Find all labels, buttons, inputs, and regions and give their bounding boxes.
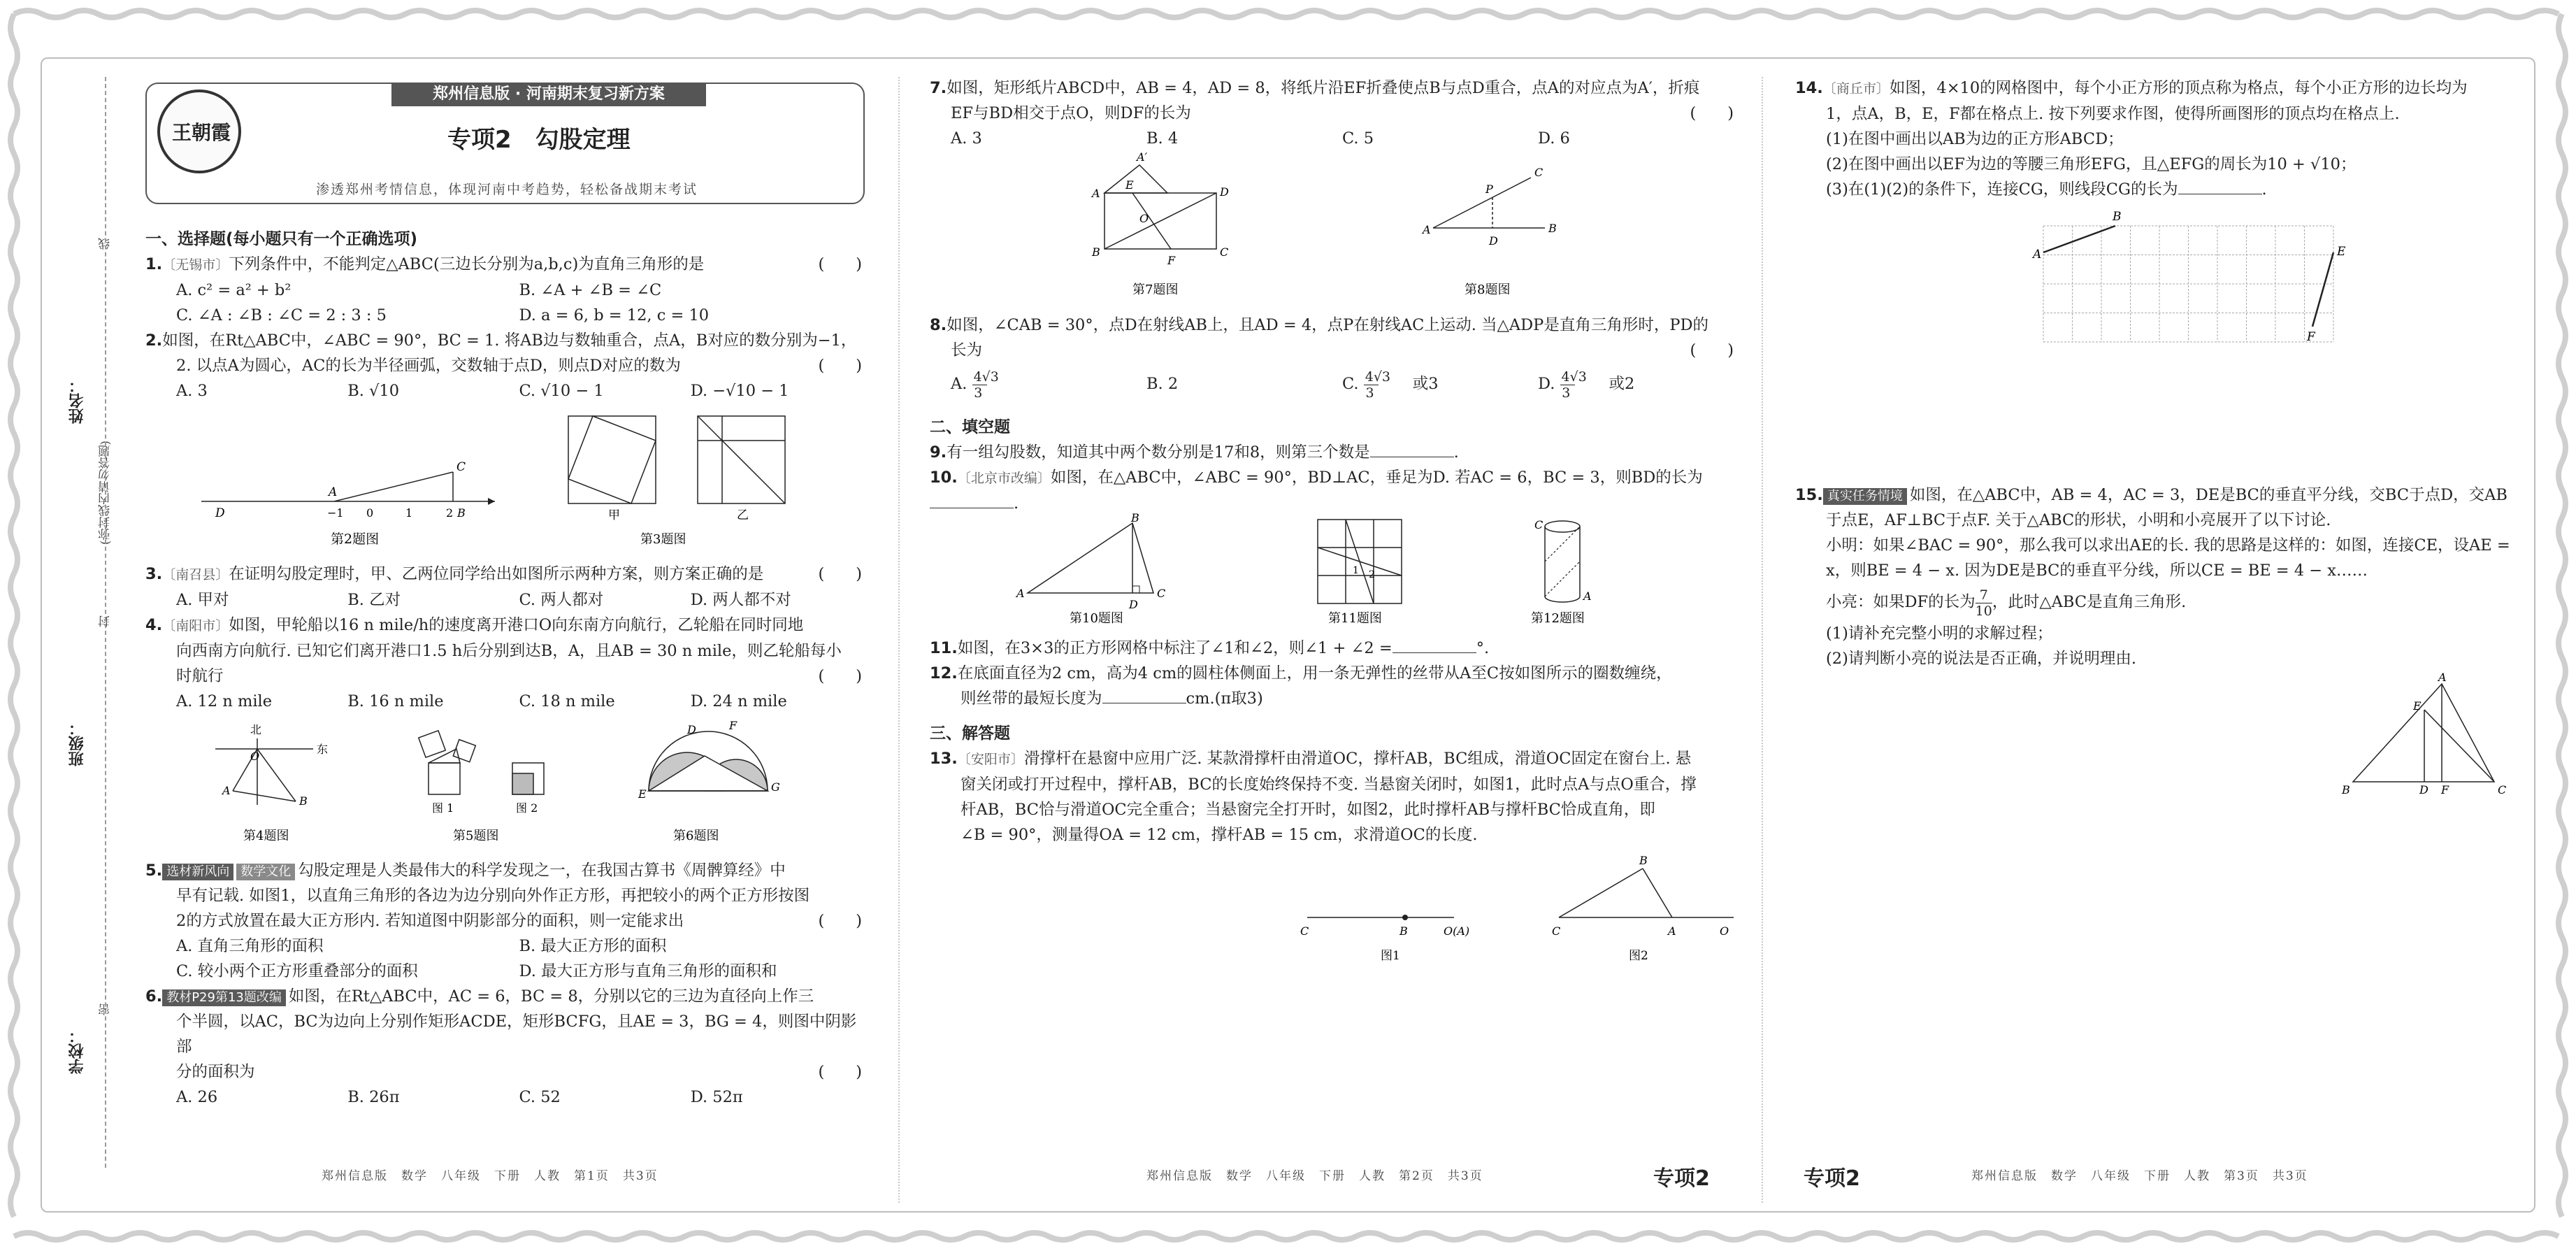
svg-text:B: B (1131, 511, 1139, 524)
svg-text:C: C (1220, 245, 1229, 259)
footer-page-3: 郑州信息版 数学 八年级 下册 人教 第3页 共3页 (1971, 1169, 2308, 1183)
svg-text:D: D (1220, 185, 1229, 199)
option: A. 26 (176, 1088, 218, 1106)
svg-text:B: B (2113, 210, 2122, 224)
option: B. 16 n mile (347, 692, 444, 710)
seal-mark-2: 封 (99, 615, 113, 627)
question-3: 3.〔南召县〕在证明勾股定理时，甲、乙两位同学给出如图所示两种方案，则方案正确的是 ( ) A. 甲对 B. 乙对 C. 两人都对 D. 两人都不对 (145, 562, 862, 613)
svg-text:O: O (1139, 212, 1149, 225)
question-6: 6. 教材P29第13题改编 如图，在Rt△ABC中，AC = 6，BC = 8，分别以它的三边为直径向上作三 个半圆，以AC，BC为边向上分别作矩形ACDE，矩形BCFG，且AE = 3，BG = 4，则图中阴影部 分的面积为 ( ) A. 26 B. 26π C. 52 D. 52π (145, 984, 862, 1110)
seal-mark-3: 密 (99, 1003, 113, 1015)
svg-text:O: O (1720, 924, 1729, 938)
answer-blank[interactable] (1393, 637, 1476, 653)
question-9: 9.有一组勾股数，知道其中两个数分别是17和8，则第三个数是 . (930, 440, 1734, 465)
question-11: 11.如图，在3×3的正方形网格中标注了∠1和∠2，则∠1 + ∠2 = °. (930, 636, 1734, 661)
footer-tag-1: 专项2 (1653, 1166, 1710, 1191)
svg-text:A: A (1092, 187, 1100, 200)
svg-text:2: 2 (446, 506, 454, 520)
svg-text:D: D (687, 723, 696, 736)
svg-text:C: C (456, 460, 466, 474)
page-subtitle: 渗透郑州考情信息，体现河南中考趋势，轻松备战期末考试 (316, 182, 698, 197)
option: D. 24 n mile (690, 692, 787, 710)
option: D. 52π (690, 1088, 743, 1106)
question-15: 15. 真实任务情境 如图，在△ABC中，AB = 4，AC = 3，DE是BC的垂直平分线，交BC于点D，交AB 于点E，AF⊥BC于点F. 关于△ABC的形状，小明和小亮展开了以下讨论. 小明：如果∠BAC = 90°，那么我可以求出AE的长. 我的思路是这样的：如图，连接CE，设AE = x，则BE = 4 − x. 因为DE是BC的垂直平分线，所以CE = BE = 4 − x…… 小亮：如果DF的长为 $\frac{7}{10}$ ，此时△ABC是直角三角形. (1)请补充完整小明的求解过程； (2)请判断小亮的说法是否正确，并说明理由. (1795, 486, 2510, 668)
footer-page-1: 郑州信息版 数学 八年级 下册 人教 第1页 共3页 (322, 1169, 659, 1183)
header-banner: 郑州信息版 · 河南期末复习新方案 (391, 83, 706, 106)
figure-q14-grid (1795, 202, 2522, 349)
answer-blank[interactable] (1102, 687, 1186, 703)
option: C. $\frac{4√3}{3}$ 或3 (1342, 369, 1439, 401)
figures-q7-q8 (930, 151, 1734, 305)
class-label: 班级： (69, 720, 86, 766)
label-north: 北 (250, 723, 262, 736)
svg-text:B: B (1399, 924, 1408, 938)
svg-text:D: D (1129, 598, 1138, 611)
svg-text:C: C (2498, 783, 2507, 796)
option: B. 2 (1146, 375, 1179, 393)
caption-tu2: 图 2 (516, 801, 538, 815)
figures-q2-q3 (145, 403, 858, 554)
answer-blank[interactable] (2178, 178, 2262, 194)
figures-q4-q6 (145, 714, 858, 850)
option: D. 两人都不对 (690, 591, 791, 609)
svg-text:C: C (1300, 924, 1309, 938)
svg-text:A: A (2033, 248, 2042, 262)
option: A. c² = a² + b² (176, 281, 292, 299)
svg-text:D: D (215, 506, 225, 520)
option: C. √10 − 1 (519, 382, 604, 400)
caption-fig5: 第5题图 (453, 829, 499, 843)
svg-text:E: E (2337, 245, 2346, 259)
logo-text: 王朝霞 (172, 121, 231, 144)
option: B. 最大正方形的面积 (519, 937, 667, 955)
svg-text:C: C (1157, 587, 1166, 600)
column-1 (145, 222, 862, 1110)
svg-text:0: 0 (366, 506, 374, 520)
option: B. √10 (347, 382, 400, 400)
question-8: 8.如图，∠CAB = 30°，点D在射线AB上，且AD = 4，点P在射线AC上运动. 当△ADP是直角三角形时，PD的 长为 ( ) A. $\frac{4√3}{3}$ B. 2 C. $\frac{4√3}{3}$ 或3 D. $\frac{4√3}{3}$ 或2 (930, 313, 1734, 405)
figures-q13 (930, 848, 1734, 973)
svg-text:A: A (2438, 671, 2447, 684)
section-choice: 一、选择题(每小题只有一个正确选项) (145, 230, 418, 248)
svg-text:F: F (1167, 254, 1176, 267)
svg-text:E: E (1125, 178, 1134, 192)
caption-fig2: 第2题图 (331, 531, 380, 547)
svg-text:O: O (250, 750, 260, 763)
option: B. ∠A + ∠B = ∠C (519, 281, 662, 299)
caption-tu1-q13: 图1 (1381, 949, 1400, 963)
binding-line (105, 77, 106, 1168)
svg-text:D: D (2419, 783, 2429, 796)
svg-text:B: B (1548, 222, 1557, 235)
question-12: 12.在底面直径为2 cm，高为4 cm的圆柱体侧面上，用一条无弹性的丝带从A至C按如图所示的圈数缠绕， 则丝带的最短长度为 cm.(π取3) (930, 664, 1672, 708)
question-5: 5. 选材新风向 数学文化 勾股定理是人类最伟大的科学发现之一，在我国古算书《周髀算经》中 早有记载. 如图1，以直角三角形的各边为边分别向外作正方形，再把较小的两个正方形按图 2的方式放置在最大正方形内. 若知道图中阴影部分的面积，则一定能求出 ( ) A. 直角三角形的面积 B. 最大正方形的面积 C. 较小两个正方形重叠部分的面积 D. 最大正方形与直角三角形的面积和 (145, 858, 862, 984)
section-solve: 三、解答题 (930, 724, 1010, 743)
svg-text:F: F (2441, 783, 2449, 796)
question-13: 13.〔安阳市〕滑撑杆在悬窗中应用广泛. 某款滑撑杆由滑道OC，撑杆AB，BC组成，滑道OC固定在窗台上. 悬 窗关闭或打开过程中，撑杆AB，BC的长度始终保持不变. 当悬窗关闭时，如图1，此时点A与点O重合，撑 杆AB，BC恰与滑道OC完全重合；当悬窗完全打开时，如图2，此时撑杆AB与撑杆BC恰成直角，即 ∠B = 90°，测量得OA = 12 cm，撑杆AB = 15 cm，求滑道OC的长度. (930, 750, 1697, 844)
svg-text:1: 1 (1353, 565, 1359, 576)
footer-tag-2: 专项2 (1804, 1166, 1860, 1191)
column-divider (1762, 77, 1763, 1203)
school-label: 学校： (69, 1028, 86, 1074)
caption-tu1: 图 1 (432, 801, 454, 815)
svg-text:B: B (1639, 854, 1648, 867)
svg-text:B: B (457, 506, 466, 520)
option: D. a = 6, b = 12, c = 10 (519, 306, 710, 324)
svg-text:−1: −1 (327, 506, 344, 520)
caption-fig12: 第12题图 (1531, 611, 1585, 626)
answer-blank[interactable] (930, 492, 1014, 508)
option: C. 较小两个正方形重叠部分的面积 (176, 962, 418, 980)
svg-text:P: P (1485, 183, 1493, 196)
option: B. 乙对 (347, 591, 401, 609)
seal-note: (弥封线内请勿答题) (99, 441, 113, 545)
option: C. 18 n mile (519, 692, 615, 710)
option: A. 直角三角形的面积 (176, 937, 324, 955)
caption-fig3: 第3题图 (640, 532, 686, 547)
svg-text:E: E (638, 787, 647, 801)
figures-q10-q12 (930, 511, 1734, 628)
svg-text:1: 1 (405, 506, 413, 520)
caption-fig7: 第7题图 (1132, 283, 1179, 297)
svg-text:F: F (2307, 330, 2315, 344)
option: C. 52 (519, 1088, 561, 1106)
option: B. 4 (1146, 129, 1179, 148)
svg-text:2: 2 (1369, 569, 1375, 580)
option: D. $\frac{4√3}{3}$ 或2 (1538, 369, 1635, 401)
option: D. −√10 − 1 (690, 382, 789, 400)
page-title: 专项2 勾股定理 (447, 126, 631, 154)
option: B. 26π (347, 1088, 400, 1106)
name-label: 姓名： (69, 378, 86, 424)
caption-fig6: 第6题图 (673, 829, 719, 843)
svg-text:C: C (1534, 518, 1544, 531)
svg-text:B: B (1092, 245, 1100, 259)
svg-text:B: B (299, 794, 308, 808)
svg-text:E: E (2413, 699, 2422, 713)
question-14: 14.〔商丘市〕如图，4×10的网格图中，每个小正方形的顶点称为格点，每个小正方形的边长均为 1，点A，B，E，F都在格点上. 按下列要求作图，使得所画图形的顶点均在格点上. (1)在图中画出以AB为边的正方形ABCD； (2)在图中画出以EF为边的等腰三角形EFG，且△EFG的周长为10 + √10； (3)在(1)(2)的条件下，连接CG，则线段CG的长为 . (1795, 79, 2468, 199)
label-yi: 乙 (737, 508, 749, 522)
option: A. 3 (176, 382, 208, 400)
svg-text:C: C (1534, 166, 1544, 179)
caption-tu2-q13: 图2 (1629, 949, 1648, 963)
svg-text:A: A (1423, 223, 1431, 236)
column-3 (1795, 76, 2522, 805)
svg-text:O(A): O(A) (1444, 924, 1470, 938)
option: D. 6 (1538, 129, 1570, 148)
option: D. 最大正方形与直角三角形的面积和 (519, 962, 777, 980)
svg-text:A: A (1583, 589, 1592, 603)
question-7: 7.如图，矩形纸片ABCD中，AB = 4，AD = 8，将纸片沿EF折叠使点B与点D重合，点A的对应点为A′，折痕 EF与BD相交于点O，则DF的长为 ( ) A. 3 B. 4 C. 5 D. 6 (930, 76, 1734, 151)
question-2: 2.如图，在Rt△ABC中，∠ABC = 90°，BC = 1. 将AB边与数轴重合，点A，B对应的数分别为−1， 2. 以点A为圆心，AC的长为半径画弧，交数轴于点D，则点D对应的数为 ( ) A. 3 B. √10 C. √10 − 1 D. −√10 − 1 (145, 328, 862, 403)
figure-q15 (1795, 671, 2522, 797)
label-jia: 甲 (608, 508, 620, 522)
caption-fig10: 第10题图 (1070, 611, 1123, 626)
option: C. ∠A : ∠B : ∠C = 2 : 3 : 5 (176, 306, 387, 324)
svg-text:A: A (222, 784, 231, 797)
label-east: 东 (317, 743, 329, 756)
option: A. 3 (951, 129, 982, 148)
option: C. 两人都对 (519, 591, 604, 609)
caption-fig4: 第4题图 (243, 829, 289, 843)
question-1: 1.〔无锡市〕下列条件中，不能判定△ABC(三边长分别为a,b,c)为直角三角形的是 ( ) A. c² = a² + b² B. ∠A + ∠B = ∠C C. ∠A : ∠B : ∠C = 2 : 3 : 5 D. a = 6, b = 12, c = 10 (145, 252, 862, 328)
option: A. $\frac{4√3}{3}$ (951, 369, 999, 401)
column-2 (930, 76, 1734, 981)
svg-text:F: F (729, 719, 737, 732)
question-4: 4.〔南阳市〕如图，甲轮船以16 n mile/h的速度离开港口O向东南方向航行，乙轮船在同时同地 向西南方向航行. 已知它们离开港口1.5 h后分别到达B，A，且AB = 30 n mile，则乙轮船每小 时航行 ( ) A. 12 n mile B. 16 n mile C. 18 n mile D. 24 n mile (145, 613, 862, 714)
caption-fig8: 第8题图 (1465, 283, 1511, 297)
column-divider (898, 77, 900, 1203)
option: A. 甲对 (176, 591, 229, 609)
svg-text:B: B (2342, 783, 2350, 796)
svg-text:A: A (1016, 587, 1025, 600)
answer-blank[interactable] (1370, 441, 1454, 457)
svg-text:D: D (1489, 234, 1498, 248)
option: A. 12 n mile (176, 692, 273, 710)
caption-fig11: 第11题图 (1328, 611, 1382, 626)
svg-text:C: C (1552, 924, 1561, 938)
seal-mark-1: 线 (99, 238, 113, 250)
svg-text:A: A (329, 485, 338, 499)
svg-text:A: A (1668, 924, 1676, 938)
svg-text:A′: A′ (1137, 150, 1148, 164)
footer-page-2: 郑州信息版 数学 八年级 下册 人教 第2页 共3页 (1146, 1169, 1483, 1183)
section-fill: 二、填空题 (930, 418, 1010, 436)
option: C. 5 (1342, 129, 1374, 148)
question-10: 10.〔北京市改编〕如图，在△ABC中，∠ABC = 90°，BD⊥AC，垂足为D. 若AC = 6，BC = 3，则BD的长为. (930, 469, 1703, 513)
svg-text:G: G (771, 780, 780, 794)
